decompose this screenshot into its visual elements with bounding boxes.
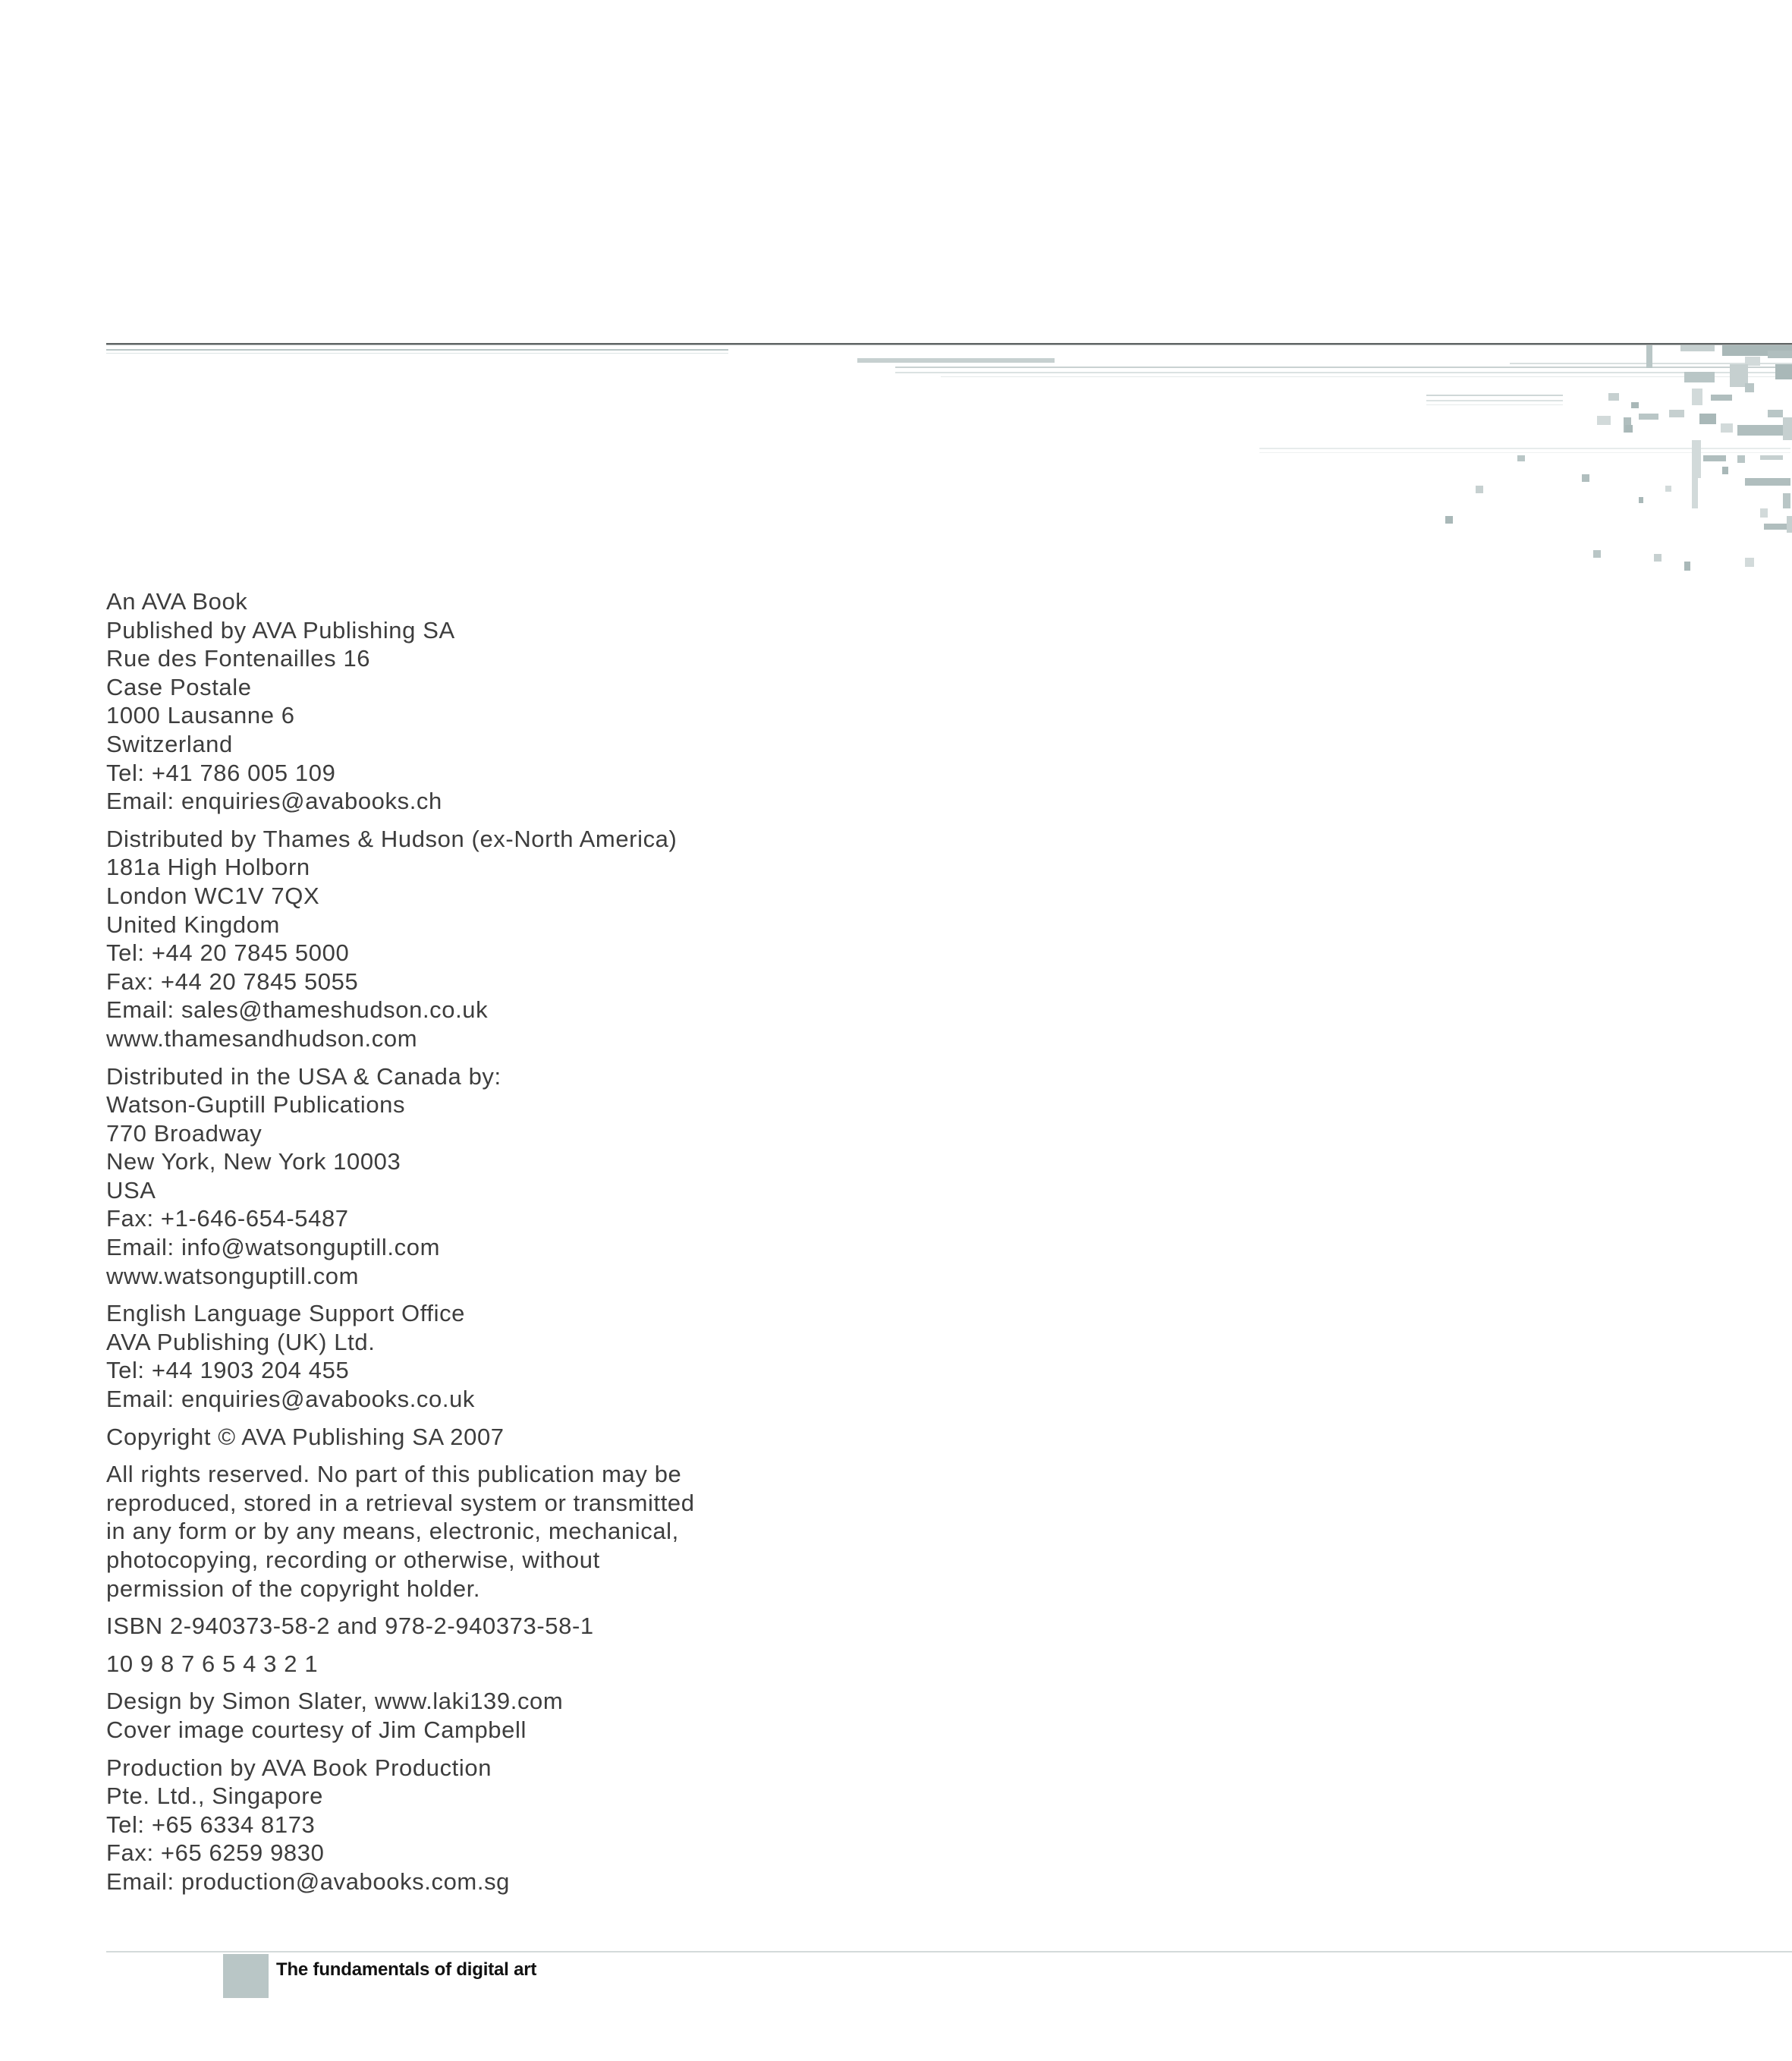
imprint-line: Design by Simon Slater, www.laki139.com bbox=[106, 1688, 564, 1715]
footer-folio-tab bbox=[223, 1954, 269, 1998]
imprint-line: 181a High Holborn bbox=[106, 854, 310, 881]
pixel-square bbox=[1783, 493, 1790, 508]
imprint-line: Rue des Fontenailles 16 bbox=[106, 645, 371, 672]
imprint-block bbox=[106, 1650, 789, 1679]
pixel-square bbox=[1582, 474, 1589, 482]
imprint-line: All rights reserved. No part of this publication may be bbox=[106, 1461, 682, 1488]
imprint-block bbox=[106, 1754, 789, 1896]
pixel-square bbox=[1639, 414, 1658, 420]
imprint-line: USA bbox=[106, 1176, 156, 1204]
digital-pixel-decoration bbox=[0, 0, 1792, 592]
pixel-square bbox=[1745, 478, 1790, 486]
imprint-line: Production by AVA Book Production bbox=[106, 1754, 492, 1781]
pixel-square bbox=[1593, 550, 1601, 558]
pixel-square bbox=[1684, 372, 1715, 382]
imprint-block bbox=[106, 1423, 789, 1452]
imprint-line: photocopying, recording or otherwise, without bbox=[106, 1547, 600, 1573]
pixel-square bbox=[1760, 455, 1783, 460]
pixel-square bbox=[1476, 486, 1483, 493]
pixel-square bbox=[1721, 423, 1733, 433]
pixel-square bbox=[1665, 486, 1671, 492]
imprint-line: Distributed in the USA & Canada by: bbox=[106, 1062, 501, 1090]
imprint-text bbox=[106, 587, 789, 1905]
pixel-square bbox=[1646, 345, 1652, 368]
imprint-line: Tel: +44 1903 204 455 bbox=[106, 1357, 350, 1384]
pixel-square bbox=[1625, 425, 1633, 433]
imprint-line: Email: info@watsonguptill.com bbox=[106, 1234, 440, 1261]
imprint-line: 770 Broadway bbox=[106, 1119, 263, 1147]
imprint-line: Email: sales@thameshudson.co.uk bbox=[106, 996, 489, 1024]
imprint-line: London WC1V 7QX bbox=[106, 882, 320, 909]
imprint-line: ISBN 2-940373-58-2 and 978-2-940373-58-1 bbox=[106, 1613, 594, 1640]
pixel-square bbox=[1692, 440, 1701, 478]
imprint-line: Cover image courtesy of Jim Campbell bbox=[106, 1716, 527, 1743]
imprint-line: permission of the copyright holder. bbox=[106, 1575, 481, 1602]
imprint-block bbox=[106, 1299, 789, 1413]
pixel-square bbox=[1684, 562, 1690, 571]
pixel-square bbox=[1699, 414, 1716, 424]
imprint-block bbox=[106, 1612, 789, 1641]
pixel-square bbox=[1597, 416, 1611, 425]
pixel-square bbox=[1722, 467, 1728, 474]
pixel-square bbox=[1711, 395, 1732, 401]
pixel-square bbox=[1775, 364, 1792, 379]
imprint-line: Watson-Guptill Publications bbox=[106, 1091, 406, 1119]
pixel-square bbox=[1703, 455, 1726, 461]
pixel-square bbox=[1768, 410, 1783, 417]
pixel-square bbox=[1445, 516, 1453, 524]
imprint-line: Email: enquiries@avabooks.ch bbox=[106, 788, 442, 815]
imprint-block bbox=[106, 1460, 789, 1603]
pixel-square bbox=[1692, 478, 1698, 508]
pixel-square bbox=[1631, 402, 1639, 408]
imprint-line: Fax: +1-646-654-5487 bbox=[106, 1205, 349, 1232]
pixel-square bbox=[1745, 383, 1754, 392]
pixel-square bbox=[1787, 516, 1792, 533]
imprint-line: Switzerland bbox=[106, 730, 233, 757]
imprint-line: Published by AVA Publishing SA bbox=[106, 616, 455, 643]
imprint-line: Distributed by Thames & Hudson (ex-North America) bbox=[106, 825, 678, 852]
imprint-line: in any form or by any means, electronic, mechanical, bbox=[106, 1518, 679, 1545]
imprint-line: AVA Publishing (UK) Ltd. bbox=[106, 1328, 376, 1355]
imprint-line: Case Postale bbox=[106, 673, 252, 700]
imprint-line: An AVA Book bbox=[106, 588, 248, 615]
imprint-line: www.watsonguptill.com bbox=[106, 1262, 360, 1289]
imprint-block bbox=[106, 1062, 789, 1291]
pixel-square bbox=[1517, 455, 1525, 461]
imprint-line: 1000 Lausanne 6 bbox=[106, 702, 295, 729]
imprint-line: Pte. Ltd., Singapore bbox=[106, 1783, 324, 1810]
pixel-square bbox=[1768, 351, 1792, 358]
imprint-line: United Kingdom bbox=[106, 911, 280, 938]
imprint-line: English Language Support Office bbox=[106, 1300, 466, 1327]
imprint-line: Tel: +41 786 005 109 bbox=[106, 759, 336, 786]
pixel-square bbox=[1692, 389, 1702, 405]
pixel-square bbox=[1654, 554, 1662, 562]
pixel-square bbox=[1608, 393, 1619, 401]
pixel-square bbox=[1680, 345, 1715, 351]
pixel-square bbox=[1737, 455, 1745, 463]
pixel-square bbox=[1783, 417, 1792, 440]
pixel-square bbox=[1745, 558, 1754, 567]
imprint-line: Tel: +44 20 7845 5000 bbox=[106, 939, 350, 967]
imprint-block bbox=[106, 1687, 789, 1744]
pixel-square bbox=[1760, 508, 1768, 518]
footer-rule bbox=[106, 1951, 1792, 1952]
pixel-square bbox=[1669, 410, 1684, 417]
imprint-line: 10 9 8 7 6 5 4 3 2 1 bbox=[106, 1650, 319, 1677]
pixel-square bbox=[1764, 524, 1787, 530]
imprint-line: www.thamesandhudson.com bbox=[106, 1024, 418, 1052]
pixel-square bbox=[1737, 425, 1783, 436]
imprint-line: Tel: +65 6334 8173 bbox=[106, 1811, 316, 1838]
imprint-line: New York, New York 10003 bbox=[106, 1148, 401, 1175]
imprint-line: Email: enquiries@avabooks.co.uk bbox=[106, 1386, 476, 1413]
imprint-line: Fax: +44 20 7845 5055 bbox=[106, 968, 359, 995]
imprint-line: Fax: +65 6259 9830 bbox=[106, 1839, 325, 1867]
running-footer-title: The fundamentals of digital art bbox=[276, 1959, 537, 1980]
imprint-line: reproduced, stored in a retrieval system or transmitted bbox=[106, 1489, 695, 1516]
imprint-block bbox=[106, 825, 789, 1053]
pixel-square bbox=[1639, 497, 1643, 503]
imprint-line: Copyright © AVA Publishing SA 2007 bbox=[106, 1423, 505, 1450]
imprint-line: Email: production@avabooks.com.sg bbox=[106, 1867, 511, 1895]
imprint-block bbox=[106, 587, 789, 816]
